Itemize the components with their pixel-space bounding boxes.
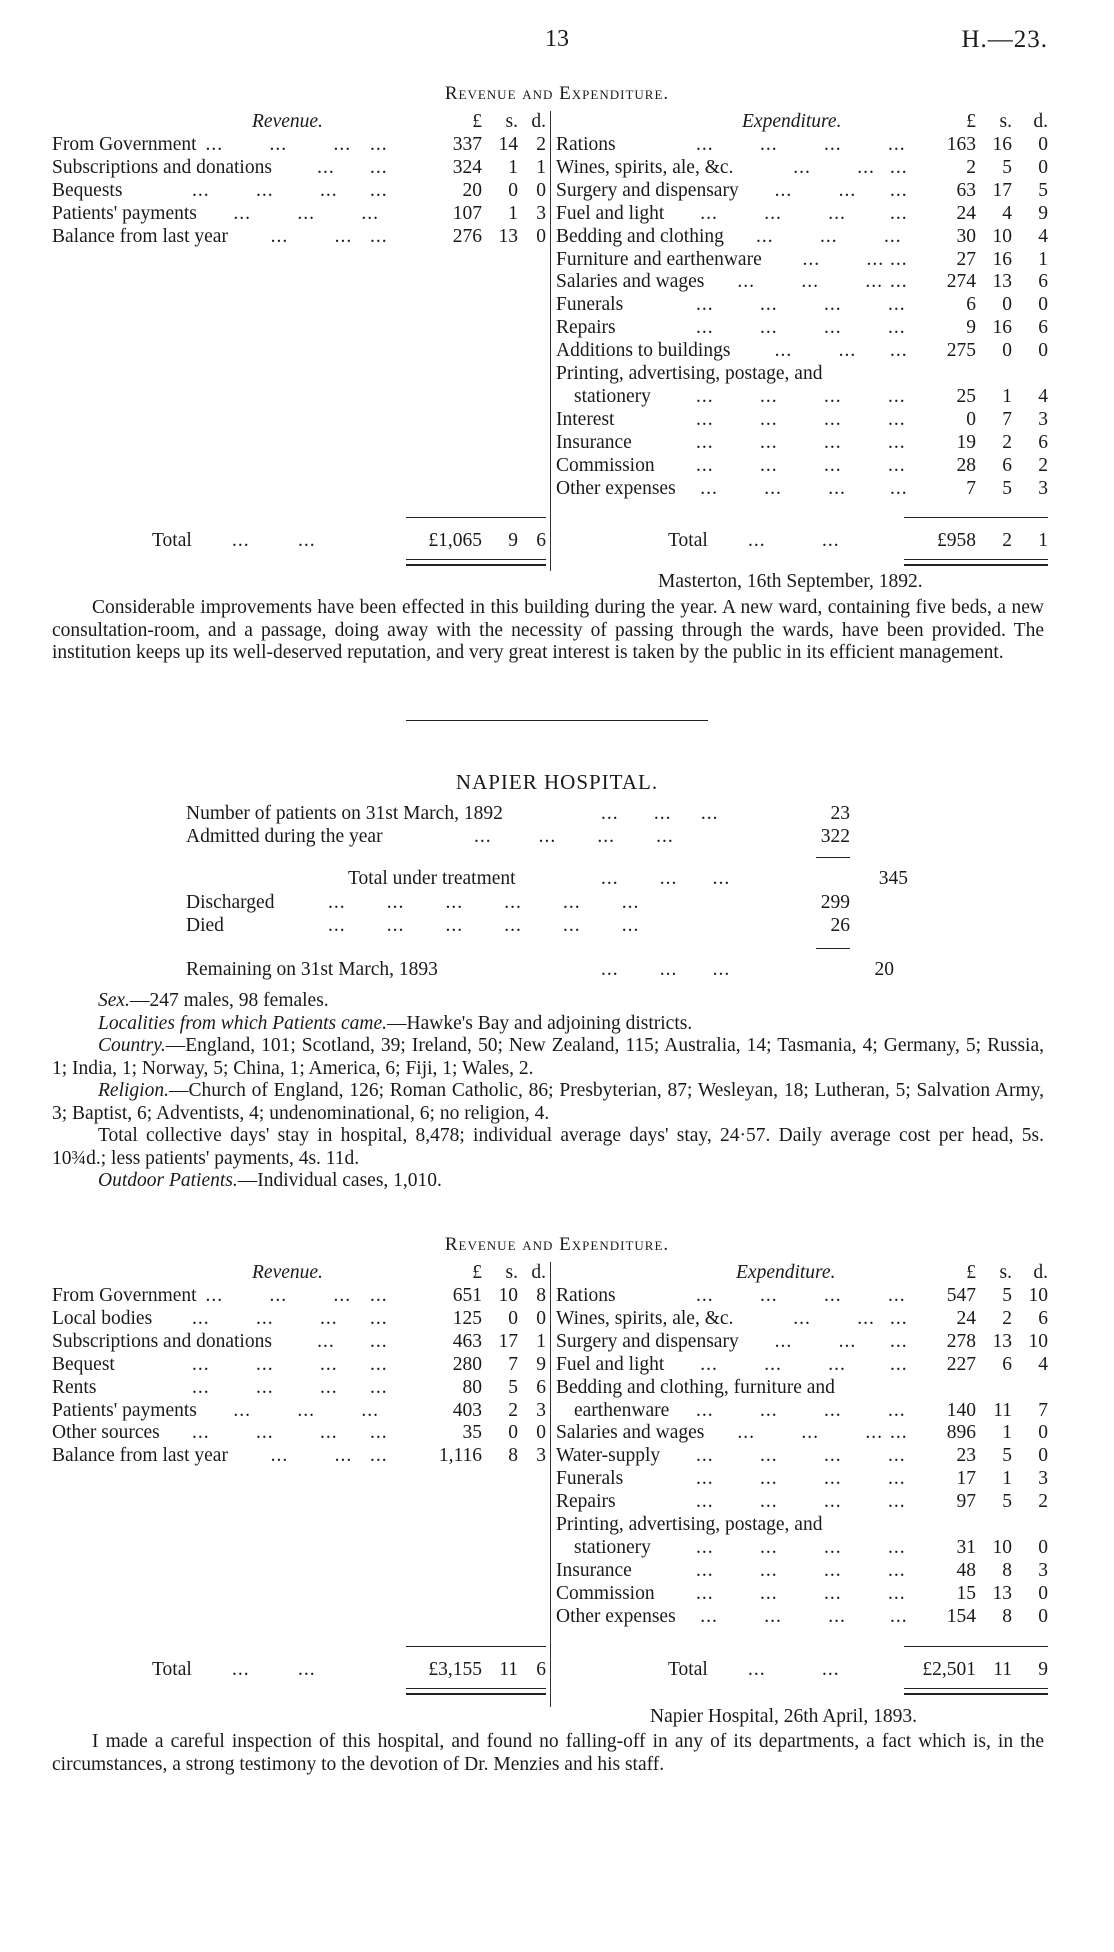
stat-value: 345 [878, 868, 908, 889]
expenditure-row: stationery ... ... ... ... 31 10 0 [574, 1536, 1048, 1558]
amount-pounds: 337 [452, 134, 482, 155]
amount-shillings: 8 [1002, 1559, 1012, 1581]
sum-rule [816, 948, 850, 949]
amount-pounds: 63 [956, 179, 976, 201]
amount-pounds: 125 [452, 1307, 482, 1329]
amount-shillings: 5 [1002, 1445, 1012, 1467]
amount-pence: 0 [536, 1307, 546, 1329]
amount-pounds: 463 [452, 1330, 482, 1352]
expenditure-row: Funerals ... ... ... ... 6 0 0 [556, 294, 1048, 316]
total-label: Total [152, 530, 192, 551]
stat-row-discharged: Discharged ... ... ... ... ... ... 299 [186, 892, 850, 913]
amount-pounds: 20 [462, 179, 482, 201]
expenditure-row: Bedding and clothing ... ... ... 30 10 4 [556, 225, 1048, 247]
amount-shillings: 13 [992, 1582, 1012, 1604]
amount-pounds: 107 [452, 202, 482, 224]
stay-line: Total collective days' stay in hospital, 8,478; individual average days' stay, 24·57. Daily average cost per head, 5s. 10¾d.; less patients' payments, 4s. 11d. [52, 1125, 1044, 1169]
amount-shillings: 6 [1002, 454, 1012, 476]
section1-remarks: Considerable improvements have been effected in this building during the year. A new ward, containing five beds, a new consultation-room, and a passage, doing away with the necessity of passing through the wards, have been provided. The institution keeps up its well-deserved reputation, and very great interest is taken by the public in its efficient management. [52, 597, 1044, 663]
stat-value: 20 [874, 959, 894, 980]
expenditure-row: Wines, spirits, ale, &c. ... ... ... 2 5 0 [556, 156, 1048, 178]
stat-value: 322 [820, 826, 850, 847]
row-label: Balance from last year [52, 1445, 228, 1467]
amount-pence: 0 [1038, 1605, 1048, 1627]
amount-pence: 7 [1038, 1399, 1048, 1421]
row-label: Patients' payments [52, 1399, 197, 1421]
unit-shillings: s. [999, 111, 1012, 132]
amount-shillings: 2 [1002, 1307, 1012, 1329]
amount-pence: 6 [1038, 271, 1048, 293]
expenditure-row: Commission ... ... ... ... 28 6 2 [556, 454, 1048, 476]
amount-pence: 0 [536, 225, 546, 247]
amount-pounds: 0 [966, 408, 976, 430]
row-label: Fuel and light [556, 1353, 665, 1375]
section1-heading: Revenue and Expenditure. [444, 83, 670, 104]
row-label: Salaries and wages [556, 271, 705, 293]
expenditure-row: Fuel and light ... ... ... ... 227 6 4 [556, 1353, 1048, 1375]
amount-pounds: 35 [462, 1422, 482, 1444]
unit-pounds: £ [966, 111, 976, 132]
expenditure-row: Insurance ... ... ... ... 19 2 6 [556, 431, 1048, 453]
amount-pounds: 19 [956, 431, 976, 453]
row-label: Commission [556, 1582, 655, 1604]
expenditure-row: Repairs ... ... ... ... 97 5 2 [556, 1491, 1048, 1513]
amount-pounds: 9 [966, 317, 976, 339]
amount-shillings: 4 [1002, 202, 1012, 224]
ledger-divider [550, 111, 551, 571]
amount-pence: 2 [536, 134, 546, 155]
total-pounds: £2,501 [922, 1659, 976, 1680]
expenditure-row: Commission ... ... ... ... 15 13 0 [556, 1582, 1048, 1604]
stat-row-admitted: Admitted during the year ... ... ... ... 322 [186, 826, 850, 847]
unit-pounds: £ [966, 1262, 976, 1283]
section1-ledger [52, 111, 1052, 576]
double-rule [904, 559, 1048, 566]
row-label: Surgery and dispensary [556, 1330, 739, 1352]
revenue-row: From Government ... ... ... ... 337 14 2 [52, 134, 546, 155]
amount-shillings: 10 [498, 1285, 518, 1306]
amount-pounds: 154 [946, 1605, 976, 1627]
row-label: Patients' payments [52, 202, 197, 224]
localities-line: Localities from which Patients came.—Hawke's Bay and adjoining districts. [98, 1012, 693, 1034]
amount-pence: 9 [536, 1353, 546, 1375]
amount-shillings: 2 [508, 1399, 518, 1421]
row-label: stationery [574, 1536, 651, 1558]
amount-pounds: 896 [946, 1422, 976, 1444]
total-shillings: 9 [508, 530, 518, 551]
amount-shillings: 17 [498, 1330, 518, 1352]
revenue-row: Rents ... ... ... ... 80 5 6 [52, 1376, 546, 1398]
expenditure-row: stationery ... ... ... ... 25 1 4 [574, 385, 1048, 407]
amount-pounds: 140 [946, 1399, 976, 1421]
amount-pounds: 97 [956, 1491, 976, 1513]
amount-pounds: 27 [956, 248, 976, 270]
row-label: Water-supply [556, 1445, 661, 1467]
stat-value: 299 [820, 892, 850, 913]
amount-pence: 10 [1028, 1285, 1048, 1306]
amount-pence: 0 [1038, 1422, 1048, 1444]
expenditure-row: Funerals ... ... ... ... 17 1 3 [556, 1468, 1048, 1490]
amount-pence: 3 [1038, 1559, 1048, 1581]
religion-line: Religion.—Church of England, 126; Roman Catholic, 86; Presbyterian, 87; Wesleyan, 18; Lutheran, 5; Salvation Army, 3; Baptist, 6; Adventists, 4; undenominational, 6; no religion, 4. [52, 1080, 1044, 1124]
total-label: Total [152, 1659, 192, 1680]
amount-pence: 3 [1038, 477, 1048, 499]
row-label: Interest [556, 408, 615, 430]
amount-pounds: 7 [966, 477, 976, 499]
amount-pounds: 80 [462, 1376, 482, 1398]
amount-shillings: 1 [508, 202, 518, 224]
amount-pounds: 403 [452, 1399, 482, 1421]
expenditure-row: Insurance ... ... ... ... 48 8 3 [556, 1559, 1048, 1581]
amount-shillings: 5 [1002, 1491, 1012, 1513]
expenditure-row: Fuel and light ... ... ... ... 24 4 9 [556, 202, 1048, 224]
amount-pounds: 280 [452, 1353, 482, 1375]
row-label: Bequest [52, 1353, 115, 1375]
row-label: Printing, advertising, postage, and [556, 363, 823, 384]
total-pence: 6 [536, 1659, 546, 1680]
row-label: Furniture and earthenware [556, 248, 762, 270]
revenue-row: Local bodies ... ... ... ... 125 0 0 [52, 1307, 546, 1329]
outdoor-line: Outdoor Patients.—Individual cases, 1,010. [98, 1170, 442, 1191]
row-label: Surgery and dispensary [556, 179, 739, 201]
document-reference: H.—23. [961, 26, 1048, 53]
amount-pence: 4 [1038, 225, 1048, 247]
row-label: Repairs [556, 1491, 616, 1513]
row-label: Rations [556, 134, 616, 155]
patient-statistics [186, 802, 926, 992]
amount-pence: 0 [1038, 1536, 1048, 1558]
amount-shillings: 0 [1002, 340, 1012, 362]
unit-pence: d. [1033, 111, 1048, 132]
row-label: Other expenses [556, 477, 676, 499]
total-rule [904, 517, 1048, 518]
row-label: Subscriptions and donations [52, 156, 272, 178]
amount-pounds: 48 [956, 1559, 976, 1581]
total-pounds: £1,065 [428, 530, 482, 551]
total-rule [406, 1646, 546, 1647]
expenditure-row: Additions to buildings ... ... ... 275 0 0 [556, 340, 1048, 362]
amount-shillings: 16 [992, 248, 1012, 270]
amount-shillings: 17 [992, 179, 1012, 201]
unit-shillings: s. [505, 1262, 518, 1283]
amount-pounds: 15 [956, 1582, 976, 1604]
revenue-row: Bequests ... ... ... ... 20 0 0 [52, 179, 546, 201]
row-label: Insurance [556, 1559, 632, 1581]
patient-details [52, 990, 1044, 1193]
expenditure-row: Salaries and wages ... ... ... ... 274 13 6 [556, 271, 1048, 293]
row-label: Printing, advertising, postage, and [556, 1514, 823, 1535]
page-number: 13 [545, 26, 569, 52]
amount-pence: 0 [1038, 1582, 1048, 1604]
row-label: Fuel and light [556, 202, 665, 224]
expenditure-total-row: Total ... ... £958 2 1 [668, 530, 1048, 551]
row-label: Bequests [52, 179, 123, 201]
stat-value: 23 [830, 803, 850, 824]
total-shillings: 11 [499, 1659, 518, 1680]
unit-pence: d. [1033, 1262, 1048, 1283]
expenditure-row: Rations ... ... ... ... 163 16 0 [556, 134, 1048, 155]
revenue-row: Balance from last year ... ... ... 1,116 8 3 [52, 1445, 546, 1467]
amount-pounds: 274 [946, 271, 976, 293]
amount-shillings: 8 [508, 1445, 518, 1467]
expenditure-row: Interest ... ... ... ... 0 7 3 [556, 408, 1048, 430]
amount-pence: 2 [1038, 454, 1048, 476]
amount-pounds: 547 [946, 1285, 976, 1306]
double-rule [406, 559, 546, 566]
unit-pence: d. [531, 1262, 546, 1283]
revenue-row: From Government ... ... ... ... 651 10 8 [52, 1285, 546, 1306]
amount-pence: 6 [536, 1376, 546, 1398]
amount-shillings: 10 [992, 225, 1012, 247]
row-label: Insurance [556, 431, 632, 453]
amount-pounds: 324 [452, 156, 482, 178]
amount-shillings: 5 [508, 1376, 518, 1398]
revenue-row: Bequest ... ... ... ... 280 7 9 [52, 1353, 546, 1375]
amount-pounds: 31 [956, 1536, 976, 1558]
amount-pounds: 24 [956, 202, 976, 224]
amount-pounds: 651 [452, 1285, 482, 1306]
amount-pence: 6 [1038, 431, 1048, 453]
amount-pounds: 17 [956, 1468, 976, 1490]
amount-shillings: 1 [1002, 385, 1012, 407]
revenue-column-heading: Revenue. [252, 111, 323, 132]
row-label: Funerals [556, 294, 624, 316]
amount-pounds: 227 [946, 1353, 976, 1375]
total-label: Total [668, 1659, 708, 1680]
row-label: stationery [574, 385, 651, 407]
unit-shillings: s. [505, 111, 518, 132]
amount-shillings: 6 [1002, 1353, 1012, 1375]
amount-pounds: 25 [956, 385, 976, 407]
double-rule [904, 1688, 1048, 1695]
amount-shillings: 0 [508, 179, 518, 201]
row-label: Wines, spirits, ale, &c. [556, 156, 734, 178]
revenue-row: Balance from last year ... ... ... 276 13 0 [52, 225, 546, 247]
amount-pence: 9 [1038, 202, 1048, 224]
section2-signoff: Napier Hospital, 26th April, 1893. [650, 1706, 918, 1727]
amount-shillings: 5 [1002, 477, 1012, 499]
revenue-row: Subscriptions and donations ... ... 324 1 1 [52, 156, 546, 178]
revenue-row: Other sources ... ... ... ... 35 0 0 [52, 1422, 546, 1444]
revenue-row: Subscriptions and donations ... ... 463 17 1 [52, 1330, 546, 1352]
amount-pence: 5 [1038, 179, 1048, 201]
amount-pounds: 1,116 [438, 1445, 482, 1467]
expenditure-row: Wines, spirits, ale, &c. ... ... ... 24 2 6 [556, 1307, 1048, 1329]
amount-pence: 10 [1028, 1330, 1048, 1352]
expenditure-column-heading: Expenditure. [742, 111, 842, 132]
amount-shillings: 5 [1002, 156, 1012, 178]
amount-pounds: 6 [966, 294, 976, 316]
stat-row-patients-start: Number of patients on 31st March, 1892 ... ... ... 23 [186, 803, 850, 824]
total-label: Total [668, 530, 708, 551]
amount-shillings: 8 [1002, 1605, 1012, 1627]
hospital-title: NAPIER HOSPITAL. [455, 770, 659, 794]
amount-pence: 3 [536, 202, 546, 224]
expenditure-row: Rations ... ... ... ... 547 5 10 [556, 1285, 1048, 1306]
amount-pence: 4 [1038, 1353, 1048, 1375]
stat-row-died: Died ... ... ... ... ... ... 26 [186, 915, 850, 936]
expenditure-total-row: Total ... ... £2,501 11 9 [668, 1659, 1048, 1680]
total-pounds: £958 [937, 530, 976, 551]
expenditure-row: Surgery and dispensary ... ... ... 63 17 5 [556, 179, 1048, 201]
section2-ledger [52, 1262, 1052, 1712]
section2-heading: Revenue and Expenditure. [444, 1234, 670, 1255]
expenditure-row: Repairs ... ... ... ... 9 16 6 [556, 317, 1048, 339]
amount-pounds: 278 [946, 1330, 976, 1352]
amount-shillings: 1 [1002, 1422, 1012, 1444]
amount-pounds: 275 [946, 340, 976, 362]
expenditure-row [556, 362, 1052, 385]
amount-pence: 8 [536, 1285, 546, 1306]
amount-shillings: 14 [498, 134, 518, 155]
row-label: Wines, spirits, ale, &c. [556, 1307, 734, 1329]
amount-shillings: 7 [508, 1353, 518, 1375]
unit-shillings: s. [999, 1262, 1012, 1283]
amount-pounds: 163 [946, 134, 976, 155]
stat-row-remaining: Remaining on 31st March, 1893 ... ... ... 20 [186, 959, 894, 980]
amount-pence: 3 [536, 1445, 546, 1467]
unit-pounds: £ [472, 1262, 482, 1283]
amount-pence: 0 [1038, 294, 1048, 316]
double-rule [406, 1688, 546, 1695]
page-header [0, 26, 1114, 62]
revenue-row: Patients' payments ... ... ... 403 2 3 [52, 1399, 546, 1421]
amount-pounds: 2 [966, 156, 976, 178]
amount-pounds: 24 [956, 1307, 976, 1329]
amount-pounds: 30 [956, 225, 976, 247]
total-shillings: 2 [1002, 530, 1012, 551]
row-label: Funerals [556, 1468, 624, 1490]
amount-shillings: 1 [508, 156, 518, 178]
expenditure-row: Salaries and wages ... ... ... ... 896 1 0 [556, 1422, 1048, 1444]
amount-shillings: 10 [992, 1536, 1012, 1558]
amount-pence: 0 [536, 179, 546, 201]
row-label: Rations [556, 1285, 616, 1306]
row-label: From Government [52, 1285, 197, 1306]
total-pence: 9 [1038, 1659, 1048, 1680]
row-label: Subscriptions and donations [52, 1330, 272, 1352]
total-pence: 1 [1038, 530, 1048, 551]
total-rule [406, 517, 546, 518]
total-shillings: 11 [993, 1659, 1012, 1680]
row-label: Bedding and clothing [556, 225, 724, 247]
section-separator [406, 720, 708, 721]
revenue-total-row: Total ... ... £1,065 9 6 [152, 530, 546, 551]
amount-pence: 0 [1038, 134, 1048, 155]
amount-shillings: 0 [508, 1307, 518, 1329]
expenditure-row: earthenware ... ... ... ... 140 11 7 [574, 1399, 1048, 1421]
expenditure-row: Furniture and earthenware ... ... ... 27 16 1 [556, 248, 1048, 270]
row-label: Bedding and clothing, furniture and [556, 1376, 835, 1398]
amount-shillings: 16 [992, 317, 1012, 339]
amount-pence: 6 [1038, 317, 1048, 339]
amount-shillings: 2 [1002, 431, 1012, 453]
expenditure-row: Other expenses ... ... ... ... 154 8 0 [556, 1605, 1048, 1627]
amount-pence: 6 [1038, 1307, 1048, 1329]
section1-signoff: Masterton, 16th September, 1892. [658, 571, 923, 592]
section2-remarks: I made a careful inspection of this hospital, and found no falling-off in any of its departments, a fact which is, in the circumstances, a strong testimony to the devotion of Dr. Menzies and his staff. [52, 1731, 1044, 1775]
row-label: Other expenses [556, 1605, 676, 1627]
stat-value: 26 [830, 915, 850, 936]
amount-shillings: 7 [1002, 408, 1012, 430]
expenditure-row: Water-supply ... ... ... ... 23 5 0 [556, 1445, 1048, 1467]
total-rule [904, 1646, 1048, 1647]
ledger-divider [550, 1262, 551, 1707]
total-pence: 6 [536, 530, 546, 551]
amount-pence: 0 [1038, 156, 1048, 178]
revenue-total-row: Total ... ... £3,155 11 6 [152, 1659, 546, 1680]
country-line: Country.—England, 101; Scotland, 39; Ireland, 50; New Zealand, 115; Australia, 14; Tasmania, 4; Germany, 5; Russia, 1; India, 1; Norway, 5; China, 1; America, 6; Fiji, 1; Wales, 2. [52, 1035, 1044, 1079]
amount-pence: 0 [536, 1422, 546, 1444]
total-pounds: £3,155 [428, 1659, 482, 1680]
amount-pounds: 28 [956, 454, 976, 476]
sex-line: Sex.—247 males, 98 females. [98, 990, 329, 1011]
amount-shillings: 11 [993, 1399, 1012, 1421]
amount-pence: 4 [1038, 385, 1048, 407]
amount-pence: 3 [1038, 408, 1048, 430]
amount-pence: 0 [1038, 340, 1048, 362]
revenue-row: Patients' payments ... ... ... 107 1 3 [52, 202, 546, 224]
row-label: Repairs [556, 317, 616, 339]
stat-row-total: Total under treatment ... ... ... 345 [348, 868, 908, 889]
unit-pounds: £ [472, 111, 482, 132]
amount-pence: 1 [1038, 248, 1048, 270]
row-label: Rents [52, 1376, 97, 1398]
amount-shillings: 16 [992, 134, 1012, 155]
amount-shillings: 13 [498, 225, 518, 247]
row-label: earthenware [574, 1399, 670, 1421]
unit-pence: d. [531, 111, 546, 132]
amount-shillings: 13 [992, 271, 1012, 293]
row-label: Commission [556, 454, 655, 476]
revenue-column-heading: Revenue. [252, 1262, 323, 1283]
row-label: Other sources [52, 1422, 160, 1444]
amount-shillings: 0 [1002, 294, 1012, 316]
row-label: Additions to buildings [556, 340, 731, 362]
row-label: Local bodies [52, 1307, 153, 1329]
amount-shillings: 5 [1002, 1285, 1012, 1306]
row-label: Balance from last year [52, 225, 228, 247]
expenditure-row [556, 1513, 1052, 1536]
amount-pounds: 23 [956, 1445, 976, 1467]
row-label: Salaries and wages [556, 1422, 705, 1444]
amount-shillings: 0 [508, 1422, 518, 1444]
amount-pence: 3 [1038, 1468, 1048, 1490]
expenditure-column-heading: Expenditure. [736, 1262, 836, 1283]
amount-pence: 1 [536, 156, 546, 178]
amount-pounds: 276 [452, 225, 482, 247]
amount-shillings: 13 [992, 1330, 1012, 1352]
amount-pence: 0 [1038, 1445, 1048, 1467]
row-label: From Government [52, 134, 197, 155]
expenditure-row: Surgery and dispensary ... ... ... 278 13 10 [556, 1330, 1048, 1352]
amount-pence: 1 [536, 1330, 546, 1352]
expenditure-row [556, 1376, 1052, 1399]
sum-rule [816, 857, 850, 858]
amount-shillings: 1 [1002, 1468, 1012, 1490]
amount-pence: 2 [1038, 1491, 1048, 1513]
expenditure-row: Other expenses ... ... ... ... 7 5 3 [556, 477, 1048, 499]
amount-pence: 3 [536, 1399, 546, 1421]
